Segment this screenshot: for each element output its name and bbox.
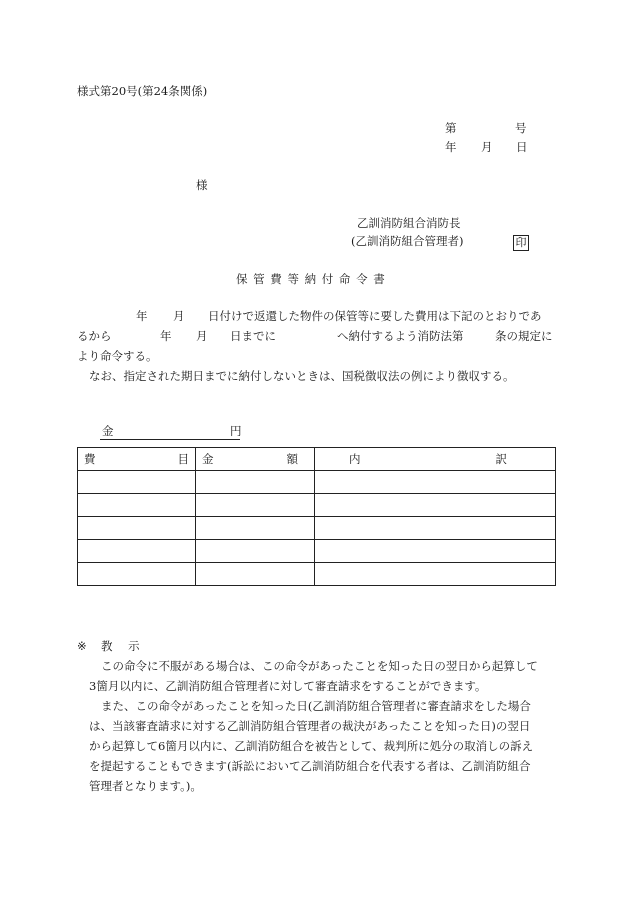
cell-breakdown bbox=[315, 540, 556, 563]
notice-p2-line2: は、当該審査請求に対する乙訓消防組合管理者の裁決があったことを知った日)の翌日 bbox=[89, 719, 531, 733]
body-line-4: なお、指定された期日までに納付しないときは、国税徴収法の例により徴収する。 bbox=[89, 369, 515, 383]
cell-item bbox=[78, 494, 196, 517]
header-breakdown-left: 内 bbox=[349, 452, 361, 466]
body-line-2 bbox=[77, 331, 557, 345]
notice-p2-line1: また、この命令があったことを知った日(乙訓消防組合管理者に審査請求をした場合 bbox=[101, 699, 531, 713]
amount-label: 金 bbox=[102, 424, 114, 438]
notice-p2-line3: から起算して6箇月以内に、乙訓消防組合を被告として、裁判所に処分の取消しの訴え bbox=[89, 739, 534, 753]
header-amount-left: 金 bbox=[202, 452, 214, 466]
table-row bbox=[78, 494, 556, 517]
cell-amount bbox=[196, 471, 315, 494]
table-row bbox=[78, 471, 556, 494]
form-number: 様式第20号(第24条関係) bbox=[77, 84, 208, 98]
table-header-row bbox=[78, 448, 556, 471]
date-year: 年 bbox=[445, 140, 457, 154]
cell-item bbox=[78, 563, 196, 586]
header-breakdown-right: 訳 bbox=[495, 452, 507, 466]
table-row bbox=[78, 563, 556, 586]
notice-p1-line1: この命令に不服がある場合は、この命令があったことを知った日の翌日から起算して bbox=[101, 659, 538, 673]
seal-mark: 印 bbox=[513, 235, 529, 251]
amount-unit: 円 bbox=[230, 424, 242, 438]
header-item-left: 費 bbox=[84, 452, 96, 466]
body-line-3: より命令する。 bbox=[77, 349, 158, 363]
header-amount-right: 額 bbox=[286, 452, 298, 466]
amount-underline bbox=[100, 426, 240, 440]
body-l1-text: 日付けで返還した物件の保管等に要した費用は下記のとおりであ bbox=[208, 309, 542, 323]
body-l2-month: 月 bbox=[196, 329, 208, 343]
document-title: 保 管 費 等 納 付 命 令 書 bbox=[236, 272, 386, 286]
cell-breakdown bbox=[315, 563, 556, 586]
body-l2-c: へ納付するよう消防法第 bbox=[337, 329, 464, 343]
cell-amount bbox=[196, 540, 315, 563]
notice-p2-line4: を提起することもできます(訴訟において乙訓消防組合を代表する者は、乙訓消防組合 bbox=[89, 759, 531, 773]
cell-breakdown bbox=[315, 517, 556, 540]
notice-p1-line2: 3箇月以内に、乙訓消防組合管理者に対して審査請求をすることができます。 bbox=[89, 679, 487, 693]
table-row bbox=[78, 517, 556, 540]
cost-table bbox=[77, 447, 556, 586]
cell-amount bbox=[196, 494, 315, 517]
addressee-suffix: 様 bbox=[196, 178, 208, 192]
body-l1-month: 月 bbox=[173, 309, 185, 323]
cell-breakdown bbox=[315, 494, 556, 517]
notice-p2-line5: 管理者となります。)。 bbox=[89, 779, 202, 793]
header-amount bbox=[196, 448, 315, 471]
notice-mark: ※ bbox=[77, 639, 87, 653]
body-l2-a: るから bbox=[77, 329, 112, 343]
cell-breakdown bbox=[315, 471, 556, 494]
cell-item bbox=[78, 540, 196, 563]
header-item bbox=[78, 448, 196, 471]
issuer-subtitle: (乙訓消防組合管理者) bbox=[351, 234, 464, 248]
issuer-title: 乙訓消防組合消防長 bbox=[357, 216, 461, 230]
body-l2-year: 年 bbox=[160, 329, 172, 343]
body-l2-b: 日までに bbox=[230, 329, 276, 343]
body-line-1 bbox=[77, 311, 557, 325]
notice-heading: 教 示 bbox=[101, 639, 146, 653]
cell-amount bbox=[196, 517, 315, 540]
cell-item bbox=[78, 517, 196, 540]
cell-amount bbox=[196, 563, 315, 586]
header-item-right: 目 bbox=[177, 452, 189, 466]
body-l2-d: 条の規定に bbox=[495, 329, 553, 343]
date-month: 月 bbox=[481, 140, 493, 154]
body-l1-year: 年 bbox=[136, 309, 148, 323]
number-dai: 第 bbox=[445, 121, 457, 135]
date-day: 日 bbox=[516, 140, 528, 154]
number-go: 号 bbox=[515, 121, 527, 135]
table-row bbox=[78, 540, 556, 563]
header-breakdown bbox=[315, 448, 556, 471]
cell-item bbox=[78, 471, 196, 494]
